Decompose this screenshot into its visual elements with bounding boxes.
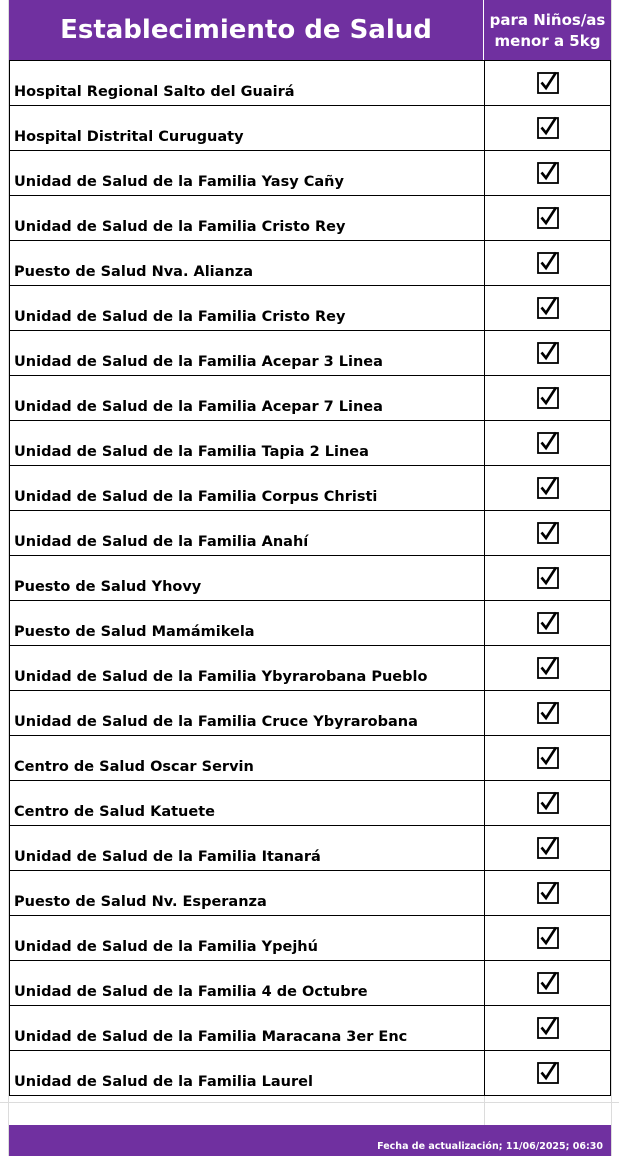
table-row xyxy=(10,1006,610,1051)
update-date-text: Fecha de actualización; 11/06/2025; 06:30 xyxy=(377,1141,603,1152)
checkbox-checked-icon[interactable] xyxy=(536,566,560,590)
check-cell[interactable] xyxy=(485,241,610,285)
table-row xyxy=(10,916,610,961)
check-cell[interactable] xyxy=(485,961,610,1005)
table-header xyxy=(9,0,611,61)
table-row xyxy=(10,826,610,871)
facility-name: Unidad de Salud de la Familia Ypejhú xyxy=(10,916,485,960)
facility-name: Unidad de Salud de la Familia Cruce Ybyrarobana xyxy=(10,691,485,735)
check-cell[interactable] xyxy=(485,601,610,645)
check-cell[interactable] xyxy=(485,466,610,510)
checkbox-checked-icon[interactable] xyxy=(536,206,560,230)
table-row xyxy=(10,871,610,916)
check-cell[interactable] xyxy=(485,331,610,375)
check-cell[interactable] xyxy=(485,106,610,150)
facility-name: Puesto de Salud Yhovy xyxy=(10,556,485,600)
facility-name: Puesto de Salud Nva. Alianza xyxy=(10,241,485,285)
table-row xyxy=(10,196,610,241)
table-row xyxy=(10,781,610,826)
facility-name: Unidad de Salud de la Familia Acepar 3 Linea xyxy=(10,331,485,375)
checkbox-checked-icon[interactable] xyxy=(536,251,560,275)
checkbox-checked-icon[interactable] xyxy=(536,116,560,140)
check-cell[interactable] xyxy=(485,871,610,915)
facility-name: Unidad de Salud de la Familia Anahí xyxy=(10,511,485,555)
facility-name: Unidad de Salud de la Familia Corpus Christi xyxy=(10,466,485,510)
table-row xyxy=(10,241,610,286)
facility-name: Hospital Distrital Curuguaty xyxy=(10,106,485,150)
checkbox-checked-icon[interactable] xyxy=(536,71,560,95)
facility-table xyxy=(9,60,611,1096)
checkbox-checked-icon[interactable] xyxy=(536,746,560,770)
table-row xyxy=(10,331,610,376)
gridline xyxy=(0,1102,619,1103)
checkbox-checked-icon[interactable] xyxy=(536,161,560,185)
check-cell[interactable] xyxy=(485,556,610,600)
facility-name: Hospital Regional Salto del Guairá xyxy=(10,61,485,105)
checkbox-checked-icon[interactable] xyxy=(536,881,560,905)
table-row xyxy=(10,151,610,196)
table-row xyxy=(10,736,610,781)
table-row xyxy=(10,61,610,106)
table-row xyxy=(10,601,610,646)
facility-name: Puesto de Salud Mamámikela xyxy=(10,601,485,645)
check-cell[interactable] xyxy=(485,916,610,960)
check-cell[interactable] xyxy=(485,826,610,870)
table-row xyxy=(10,421,610,466)
gridline xyxy=(611,0,612,1156)
check-cell[interactable] xyxy=(485,286,610,330)
checkbox-checked-icon[interactable] xyxy=(536,611,560,635)
facility-name: Unidad de Salud de la Familia Acepar 7 Linea xyxy=(10,376,485,420)
table-row xyxy=(10,961,610,1006)
check-cell[interactable] xyxy=(485,1051,610,1095)
checkbox-checked-icon[interactable] xyxy=(536,386,560,410)
facility-name: Centro de Salud Oscar Servin xyxy=(10,736,485,780)
table-row xyxy=(10,376,610,421)
check-cell[interactable] xyxy=(485,736,610,780)
facility-name: Unidad de Salud de la Familia Maracana 3er Enc xyxy=(10,1006,485,1050)
checkbox-checked-icon[interactable] xyxy=(536,296,560,320)
checkbox-checked-icon[interactable] xyxy=(536,431,560,455)
check-cell[interactable] xyxy=(485,421,610,465)
facility-name: Unidad de Salud de la Familia Laurel xyxy=(10,1051,485,1095)
checkbox-checked-icon[interactable] xyxy=(536,926,560,950)
facility-name: Unidad de Salud de la Familia Ybyrarobana Pueblo xyxy=(10,646,485,690)
table-row xyxy=(10,556,610,601)
facility-name: Unidad de Salud de la Familia Yasy Cañy xyxy=(10,151,485,195)
checkbox-checked-icon[interactable] xyxy=(536,521,560,545)
facility-name: Unidad de Salud de la Familia Tapia 2 Linea xyxy=(10,421,485,465)
facility-name: Centro de Salud Katuete xyxy=(10,781,485,825)
header-column-label: para Niños/as menor a 5kg xyxy=(484,0,611,61)
check-cell[interactable] xyxy=(485,196,610,240)
checkbox-checked-icon[interactable] xyxy=(536,476,560,500)
check-cell[interactable] xyxy=(485,781,610,825)
table-row xyxy=(10,646,610,691)
facility-name: Unidad de Salud de la Familia Cristo Rey xyxy=(10,196,485,240)
checkbox-checked-icon[interactable] xyxy=(536,701,560,725)
checkbox-checked-icon[interactable] xyxy=(536,791,560,815)
check-cell[interactable] xyxy=(485,511,610,555)
checkbox-checked-icon[interactable] xyxy=(536,341,560,365)
checkbox-checked-icon[interactable] xyxy=(536,1061,560,1085)
facility-name: Unidad de Salud de la Familia Itanará xyxy=(10,826,485,870)
check-cell[interactable] xyxy=(485,646,610,690)
table-row xyxy=(10,466,610,511)
checkbox-checked-icon[interactable] xyxy=(536,836,560,860)
checkbox-checked-icon[interactable] xyxy=(536,971,560,995)
check-cell[interactable] xyxy=(485,376,610,420)
facility-name: Unidad de Salud de la Familia Cristo Rey xyxy=(10,286,485,330)
table-row xyxy=(10,106,610,151)
checkbox-checked-icon[interactable] xyxy=(536,656,560,680)
check-cell[interactable] xyxy=(485,61,610,105)
table-row xyxy=(10,511,610,556)
update-footer xyxy=(9,1125,611,1156)
table-row xyxy=(10,691,610,736)
table-row xyxy=(10,1051,610,1095)
facility-name: Unidad de Salud de la Familia 4 de Octubre xyxy=(10,961,485,1005)
facility-name: Puesto de Salud Nv. Esperanza xyxy=(10,871,485,915)
check-cell[interactable] xyxy=(485,691,610,735)
checkbox-checked-icon[interactable] xyxy=(536,1016,560,1040)
check-cell[interactable] xyxy=(485,1006,610,1050)
check-cell[interactable] xyxy=(485,151,610,195)
header-title: Establecimiento de Salud xyxy=(9,0,484,61)
table-row xyxy=(10,286,610,331)
